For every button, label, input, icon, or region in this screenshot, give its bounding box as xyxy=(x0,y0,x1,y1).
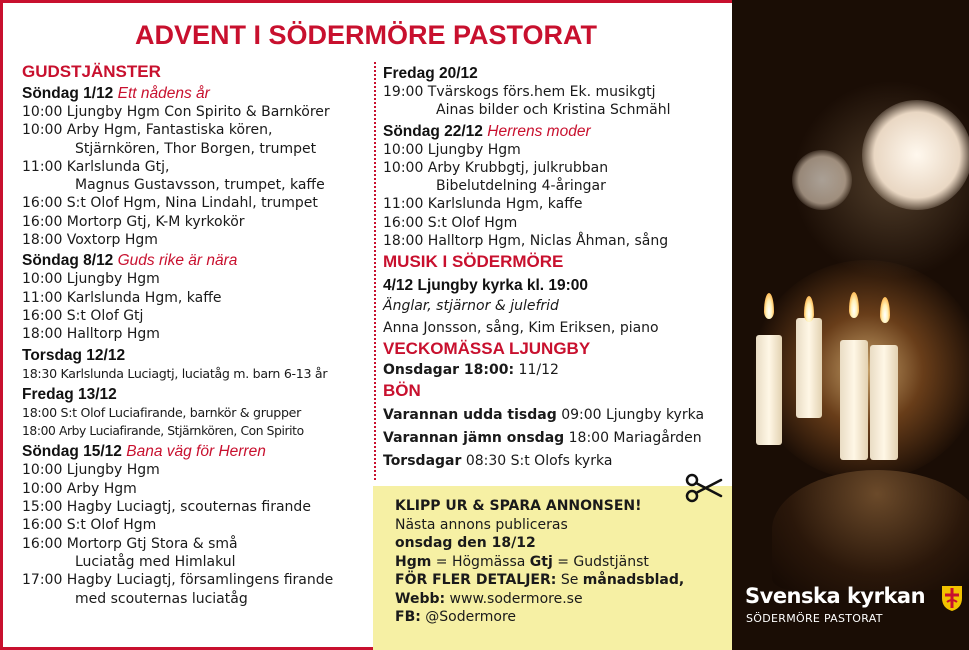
day-heading xyxy=(22,84,374,103)
event-line: Ainas bilder och Kristina Schmähl xyxy=(436,102,671,119)
logo-name: Svenska kyrkan xyxy=(745,584,926,608)
day-heading: Fredag 20/12 xyxy=(383,65,478,82)
bon-detail: 18:00 Mariagården xyxy=(564,430,702,447)
event-line: 10:00 Arby Krubbgtj, julkrubban xyxy=(383,159,609,176)
candle-photo xyxy=(732,0,969,650)
web-label: Webb: xyxy=(395,590,446,607)
day-theme: Bana väg för Herren xyxy=(126,443,266,461)
event-line: 18:00 Voxtorp Hgm xyxy=(22,232,158,249)
details-text: Se xyxy=(556,572,583,588)
concert-title: 4/12 Ljungby kyrka kl. 19:00 xyxy=(383,277,589,295)
veckomassa-dates: 11/12 xyxy=(514,361,559,378)
day-heading xyxy=(22,442,374,461)
column-divider xyxy=(374,62,376,480)
flower-image xyxy=(862,100,969,210)
event-line: med scouternas luciatåg xyxy=(75,590,248,607)
veckomassa-line xyxy=(383,361,728,379)
bon-line xyxy=(383,427,728,450)
event-line: 16:00 S:t Olof Hgm, Nina Lindahl, trumpet xyxy=(22,195,318,212)
clip-web xyxy=(395,590,725,609)
fb-label: FB: xyxy=(395,609,421,625)
bon-line xyxy=(383,404,728,427)
section-bon: BÖN xyxy=(383,381,421,401)
section-musik: MUSIK I SÖDERMÖRE xyxy=(383,252,564,272)
event-line: 18:00 Halltorp Hgm, Niclas Åhman, sång xyxy=(383,233,669,250)
day-theme: Ett nådens år xyxy=(117,85,210,102)
concert-subtitle: Änglar, stjärnor & julefrid xyxy=(383,298,559,315)
svenska-kyrkan-logo xyxy=(745,584,965,634)
event-line: Luciatåg med Himlakul xyxy=(75,553,236,570)
candle-4 xyxy=(870,345,898,460)
web-url[interactable]: www.sodermore.se xyxy=(445,590,583,607)
section-gudstjanster: GUDSTJÄNSTER xyxy=(22,62,161,81)
abbr-hgm: Hgm xyxy=(395,553,432,570)
church-crest-icon xyxy=(941,584,963,612)
day-heading: Fredag 13/12 xyxy=(22,385,117,403)
day-theme: Herrens moder xyxy=(487,122,591,140)
candle-bowl xyxy=(772,470,969,590)
bon-line xyxy=(383,450,728,473)
event-line: 18:30 Karlslunda Luciagtj, luciatåg m. barn 6-13 år xyxy=(22,365,328,381)
abbr-gtj: Gtj xyxy=(529,553,553,570)
logo-subtitle: SÖDERMÖRE PASTORAT xyxy=(746,612,883,625)
abbr-hgm-text: = Högmässa xyxy=(431,553,530,570)
event-line: 11:00 Karlslunda Hgm, kaffe xyxy=(383,196,583,213)
candle-2 xyxy=(796,318,822,418)
day-label: Söndag 15/12 xyxy=(22,443,122,461)
candle-1 xyxy=(756,335,782,445)
event-line: 16:00 Mortorp Gtj, K-M kyrkokör xyxy=(22,213,245,230)
clip-facebook xyxy=(395,608,725,627)
clip-abbreviations xyxy=(395,553,725,572)
event-line: 17:00 Hagby Luciagtj, församlingens firande xyxy=(22,572,334,589)
clip-details xyxy=(395,571,725,590)
event-line: Bibelutdelning 4-åringar xyxy=(436,178,606,195)
bon-detail: 08:30 S:t Olofs kyrka xyxy=(461,453,613,470)
event-line: 11:00 Karlslunda Gtj, xyxy=(22,158,170,175)
event-line: 16:00 S:t Olof Hgm xyxy=(22,517,157,534)
event-line: 18:00 Halltorp Hgm xyxy=(22,326,160,343)
fb-handle[interactable]: @Sodermore xyxy=(420,609,517,625)
event-line: 16:00 S:t Olof Hgm xyxy=(383,214,518,231)
candle-3 xyxy=(840,340,868,460)
event-line: 10:00 Ljungby Hgm xyxy=(22,462,160,479)
event-line: 18:00 Arby Luciafirande, Stjärnkören, Con Spirito xyxy=(22,424,304,439)
bon-label: Varannan udda tisdag xyxy=(383,407,557,424)
event-line: Magnus Gustavsson, trumpet, kaffe xyxy=(75,177,325,194)
abbr-gtj-text: = Gudstjänst xyxy=(552,553,649,570)
event-line: 11:00 Karlslunda Hgm, kaffe xyxy=(22,289,222,306)
page-title: ADVENT I SÖDERMÖRE PASTORAT xyxy=(134,20,598,50)
section-veckomassa: VECKOMÄSSA LJUNGBY xyxy=(383,338,591,358)
clip-heading: KLIPP UR & SPARA ANNONSEN! xyxy=(395,498,642,514)
event-line: 10:00 Arby Hgm xyxy=(22,480,137,497)
event-line: 19:00 Tvärskogs förs.hem Ek. musikgtj xyxy=(383,84,656,100)
veckomassa-label: Onsdagar 18:00: xyxy=(383,361,515,378)
flame-1 xyxy=(764,293,774,319)
bon-label: Varannan jämn onsdag xyxy=(383,430,565,447)
left-column xyxy=(22,62,374,608)
event-line: 15:00 Hagby Luciagtj, scouternas firande xyxy=(22,499,311,516)
day-heading xyxy=(22,251,374,270)
day-label: Söndag 8/12 xyxy=(22,252,114,270)
bon-detail: 09:00 Ljungby kyrka xyxy=(556,407,705,424)
clip-date: onsdag den 18/12 xyxy=(395,535,536,551)
details-monthly: månadsblad, xyxy=(582,572,685,588)
day-theme: Guds rike är nära xyxy=(117,252,238,270)
event-line: 18:00 S:t Olof Luciafirande, barnkör & grupper xyxy=(22,404,301,420)
right-column xyxy=(383,62,728,473)
clip-box-text xyxy=(395,497,725,627)
event-line: 16:00 Mortorp Gtj Stora & små xyxy=(22,535,238,552)
event-line: 10:00 Ljungby Hgm xyxy=(383,141,521,158)
details-label: FÖR FLER DETALJER: xyxy=(395,572,557,588)
clip-next: Nästa annons publiceras xyxy=(395,516,568,533)
day-label: Söndag 1/12 xyxy=(22,85,114,102)
event-line: Stjärnkören, Thor Borgen, trumpet xyxy=(75,140,317,157)
event-line: 16:00 S:t Olof Gtj xyxy=(22,307,144,324)
day-heading: Torsdag 12/12 xyxy=(22,346,126,364)
event-line: 10:00 Arby Hgm, Fantastiska kören, xyxy=(22,122,273,139)
day-label: Söndag 22/12 xyxy=(383,122,483,140)
bon-label: Torsdagar xyxy=(383,453,462,470)
flower-image-small xyxy=(792,150,852,210)
event-line: 10:00 Ljungby Hgm xyxy=(22,271,160,288)
day-heading xyxy=(383,122,728,141)
concert-performers: Anna Jonsson, sång, Kim Eriksen, piano xyxy=(383,319,659,336)
event-line: 10:00 Ljungby Hgm Con Spirito & Barnkörer xyxy=(22,104,330,120)
